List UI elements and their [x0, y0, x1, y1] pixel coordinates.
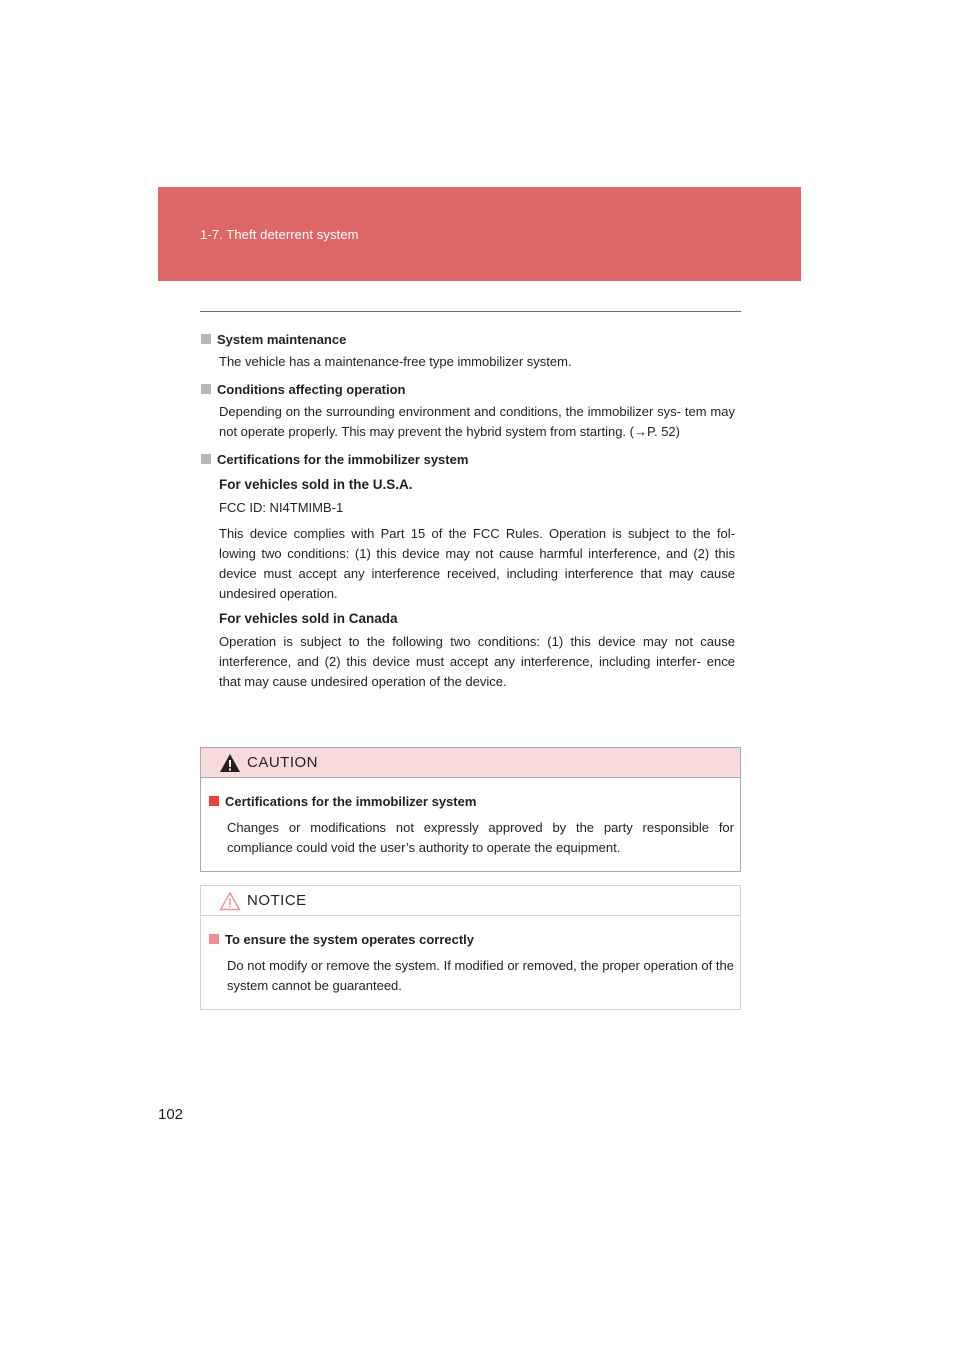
subheading-usa: For vehicles sold in the U.S.A.: [219, 477, 413, 492]
notice-box: [200, 885, 741, 1010]
subheading-canada: For vehicles sold in Canada: [219, 611, 398, 626]
divider: [200, 311, 741, 312]
square-bullet-icon: [209, 934, 219, 944]
caution-title: CAUTION: [247, 754, 318, 771]
notice-text: Do not modify or remove the system. If modified or removed, the proper operation of the system cannot be guaranteed.: [227, 958, 734, 993]
header-band: [158, 187, 801, 281]
canada-text: Operation is subject to the following two conditions: (1) this device may not cause interference, and (2) this device must accept any interference, including interfer- ence that may cause undesired operation of the device.: [219, 634, 735, 689]
section-certifications: [201, 448, 735, 692]
section-heading: Conditions affecting operation: [217, 381, 406, 397]
section-conditions: [201, 378, 735, 442]
notice-heading: To ensure the system operates correctly: [225, 931, 475, 947]
square-bullet-icon: [201, 384, 211, 394]
section-text: The vehicle has a maintenance-free type immobilizer system.: [219, 354, 572, 369]
warning-triangle-outline-icon: [219, 891, 241, 911]
section-system-maintenance: [201, 328, 735, 372]
section-title: 1-7. Theft deterrent system: [200, 227, 359, 242]
caution-text: Changes or modifications not expressly approved by the party responsible for compliance could void the user’s authority to operate the equipment.: [227, 820, 734, 855]
fcc-id: FCC ID: NI4TMIMB-1: [219, 500, 344, 515]
usa-text: This device complies with Part 15 of the FCC Rules. Operation is subject to the fol- lowing two conditions: (1) this device may not cause harmful interference, and (2) this device must accept any interference received, including interference that may cause undesired operation.: [219, 526, 735, 601]
section-text: Depending on the surrounding environment and conditions, the immobilizer sys- tem may not operate properly. This may prevent the hybrid system from starting. (→P. 52): [219, 404, 735, 439]
square-bullet-icon: [201, 334, 211, 344]
caution-heading: Certifications for the immobilizer system: [225, 793, 477, 809]
square-bullet-icon: [201, 454, 211, 464]
main-content: [201, 328, 735, 692]
section-heading: Certifications for the immobilizer system: [217, 451, 469, 467]
page-number: 102: [158, 1106, 184, 1123]
square-bullet-icon: [209, 796, 219, 806]
caution-box: [200, 747, 741, 872]
warning-triangle-icon: [219, 753, 241, 773]
section-heading: System maintenance: [217, 331, 347, 347]
notice-title: NOTICE: [247, 892, 307, 909]
